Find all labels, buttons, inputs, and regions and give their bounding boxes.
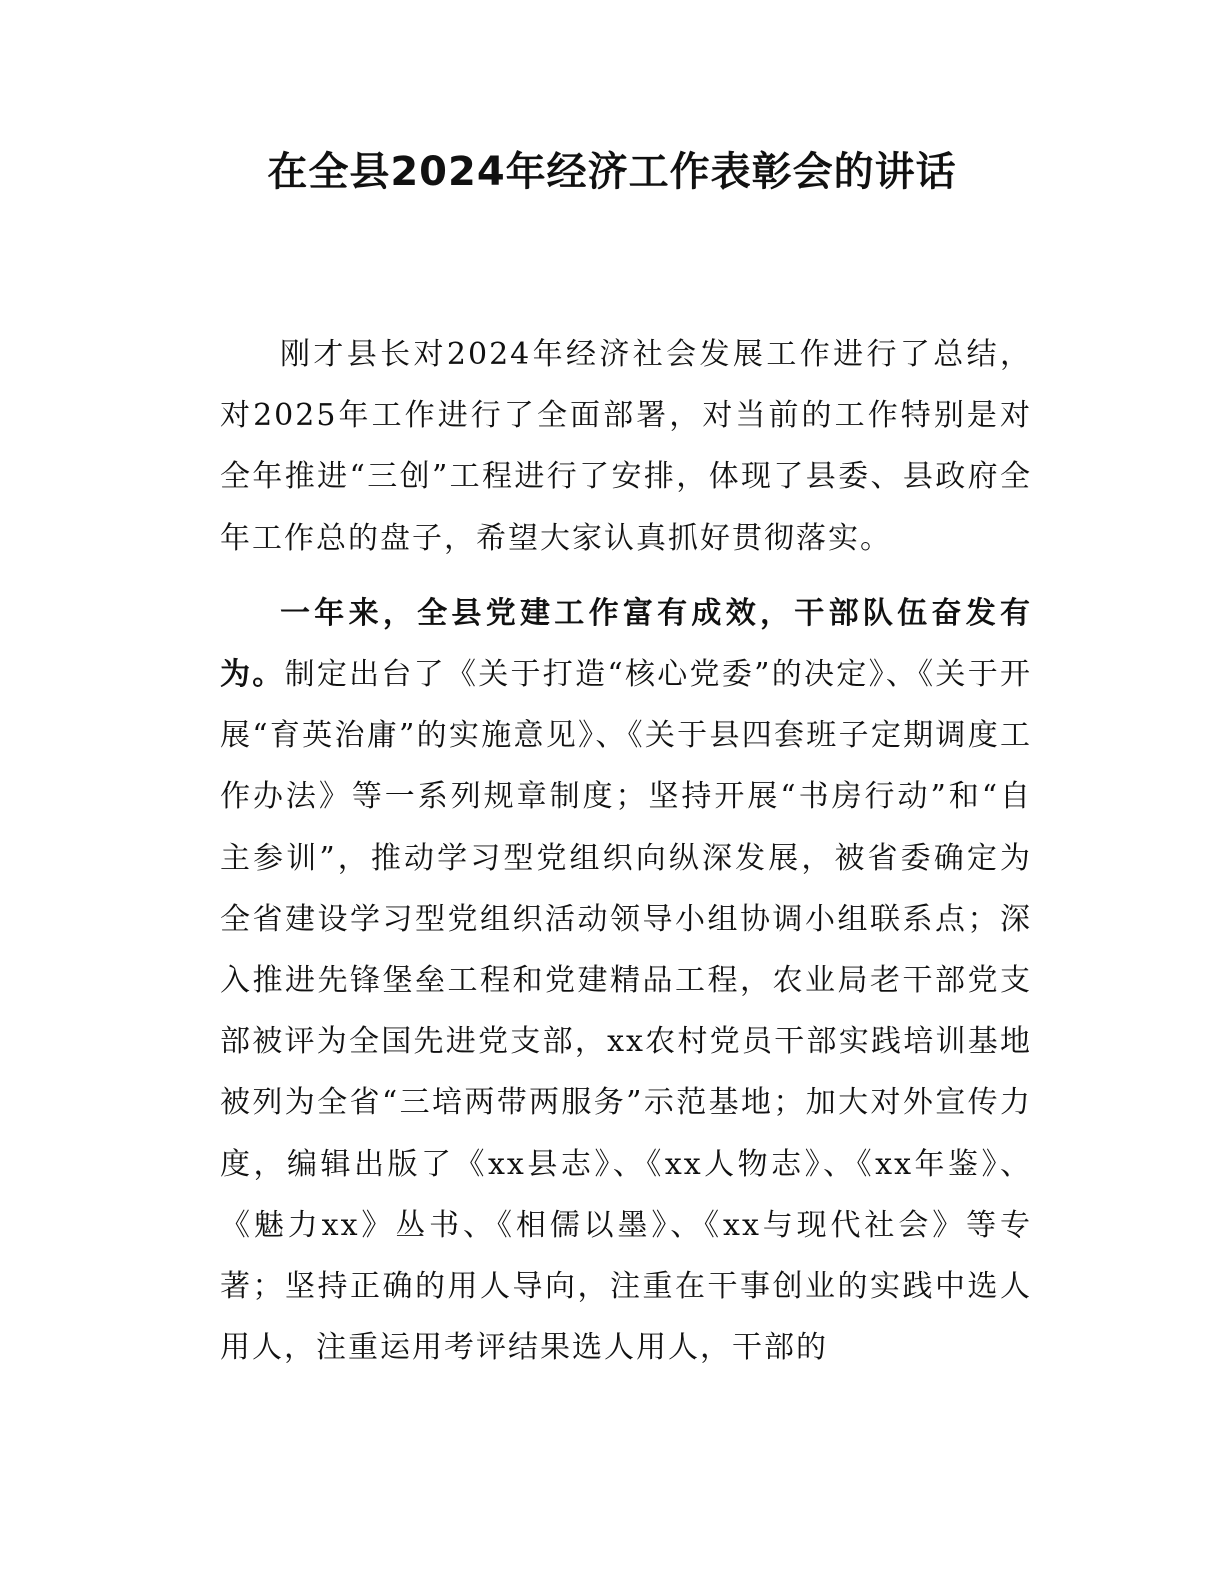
paragraph-party-building (220, 583, 1032, 1379)
paragraph-intro (220, 324, 1032, 569)
paragraph-intro-text: 刚才县长对2024年经济社会发展工作进行了总结，对2025年工作进行了全面部署，对当前的工作特别是对全年推进“三创”工程进行了安排，体现了县委、县政府全年工作总的盘子，希望大家认真抓好贯彻落实。 (220, 337, 1032, 556)
paragraph-lead-sentence: 一年来，全县党建工作富有成效，干部队伍奋发有为。 (220, 595, 1032, 693)
paragraph-party-building-text: 制定出台了《关于打造“核心党委”的决定》、《关于开展“育英治庸”的实施意见》、《关于县四套班子定期调度工作办法》等一系列规章制度；坚持开展“书房行动”和“自主参训”，推动学习型党组织向纵深发展，被省委确定为全省建设学习型党组织活动领导小组协调小组联系点；深入推进先锋堡垒工程和党建精品工程，农业局老干部党支部被评为全国先进党支部，xx农村党员干部实践培训基地被列为全省“三培两带两服务”示范基地；加大对外宣传力度，编辑出版了《xx县志》、《xx人物志》、《xx年鉴》、《魅力xx》丛书、《相儒以墨》、《xx与现代社会》等专著；坚持正确的用人导向，注重在干事创业的实践中选人用人，注重运用考评结果选人用人，干部的 (220, 657, 1032, 1366)
document-body (220, 324, 1032, 1378)
document-title: 在全县2024年经济工作表彰会的讲话 (267, 149, 957, 195)
